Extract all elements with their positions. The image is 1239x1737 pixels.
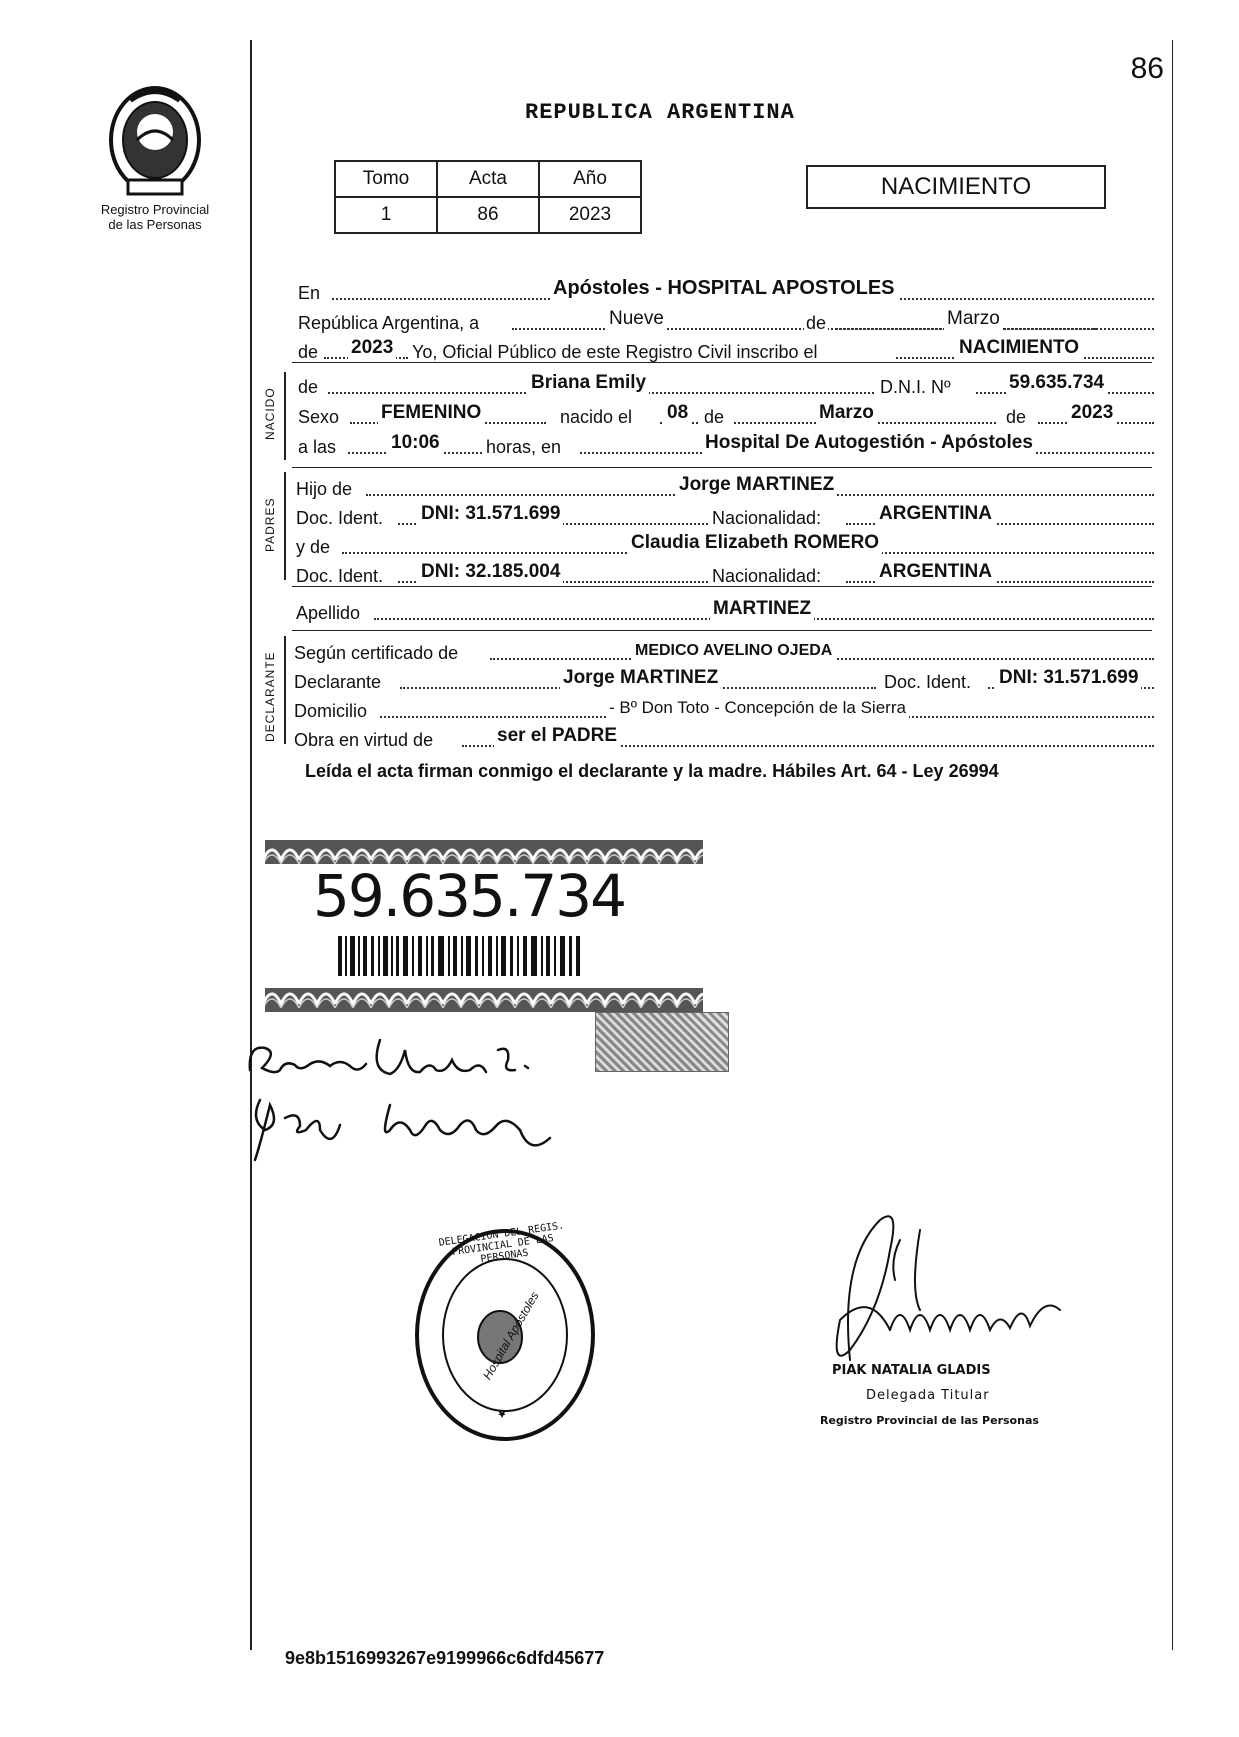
record-type-box: NACIMIENTO (806, 165, 1106, 209)
birth-day-value: 08 (664, 402, 691, 424)
label-de: de (298, 377, 319, 397)
official-name: PIAK NATALIA GLADIS (832, 1363, 991, 1378)
table-header: Año (539, 161, 641, 197)
padres-section-label: PADRES (263, 497, 277, 552)
obra-value: ser el PADRE (494, 725, 620, 747)
label-hijo: Hijo de (296, 479, 353, 499)
label-domicilio: Domicilio (294, 701, 368, 721)
table-header: Acta (437, 161, 539, 197)
mother-doc-value: DNI: 32.185.004 (418, 561, 563, 583)
mother-nat-value: ARGENTINA (876, 561, 995, 583)
label-doc: Doc. Ident. (296, 566, 384, 586)
misiones-coat-of-arms-icon (100, 82, 210, 197)
place-value: Apóstoles - HOSPITAL APOSTOLES (550, 277, 898, 300)
declarants-signatures-icon (240, 1030, 600, 1180)
label-yde: y de (296, 537, 331, 557)
row-mother-doc (296, 561, 1154, 587)
label-horas: horas, en (486, 437, 562, 457)
official-signature-icon (810, 1200, 1090, 1380)
birth-month-value: Marzo (816, 402, 877, 424)
left-margin-line (250, 40, 252, 1650)
seal-inner-text: Hospital Apóstoles (480, 1289, 542, 1382)
registry-logo (80, 82, 230, 232)
record-table (334, 160, 642, 234)
father-nat-value: ARGENTINA (876, 503, 995, 525)
row-republica (298, 308, 1154, 334)
row-father-doc (296, 503, 1154, 529)
stamp-number: 59.635.734 (313, 862, 626, 930)
label-nacionalidad: Nacionalidad: (712, 566, 822, 586)
label-de2: de (298, 342, 319, 362)
label-dni: D.N.I. Nº (880, 377, 951, 397)
mother-name-value: Claudia Elizabeth ROMERO (628, 532, 882, 554)
sexo-value: FEMENINO (378, 402, 484, 424)
row-hijo-de (296, 474, 1154, 500)
section-divider (292, 630, 1152, 631)
right-margin-line (1172, 40, 1173, 1650)
declarante-doc-value: DNI: 31.571.699 (996, 667, 1141, 689)
label-alas: a las (298, 437, 337, 457)
father-name-value: Jorge MARTINEZ (676, 474, 837, 496)
label-doc: Doc. Ident. (296, 508, 384, 528)
label-sexo: Sexo (298, 407, 340, 427)
row-en (298, 278, 1154, 304)
label-nacido: nacido el (560, 407, 633, 427)
table-header: Tomo (335, 161, 437, 197)
row-declarante (294, 667, 1154, 693)
table-cell: 2023 (539, 197, 641, 233)
closing-statement: Leída el acta firman conmigo el declarante y la madre. Hábiles Art. 64 - Ley 26994 (305, 761, 999, 781)
label-obra: Obra en virtud de (294, 730, 434, 750)
day-value: Nueve (606, 308, 667, 330)
yo-text: Yo, Oficial Público de este Registro Civil inscribo el (412, 342, 818, 362)
surname-value: MARTINEZ (710, 598, 814, 620)
declarante-section-bar (284, 636, 286, 744)
table-cell: 1 (335, 197, 437, 233)
child-name-value: Briana Emily (528, 372, 649, 394)
domicilio-value: - Bº Don Toto - Concepción de la Sierra (606, 698, 909, 718)
row-y-de (296, 532, 1154, 558)
official-seal (410, 1220, 600, 1445)
row-nacido-sexo (298, 402, 1154, 428)
label-de: de (1006, 407, 1027, 427)
row-apellido (296, 598, 1154, 624)
document-hash: 9e8b1516993267e9199966c6dfd45677 (285, 1648, 605, 1668)
section-divider (292, 467, 1152, 468)
label-cert: Según certificado de (294, 643, 459, 663)
label-declarante: Declarante (294, 672, 382, 692)
label-en: En (298, 283, 321, 303)
nacido-section-bar (284, 372, 286, 460)
page-title: REPUBLICA ARGENTINA (525, 100, 795, 125)
hologram-sticker-icon (595, 1012, 729, 1072)
registry-name-line1: Registro Provincial (100, 202, 210, 217)
label-doc: Doc. Ident. (884, 672, 972, 692)
birth-time-value: 10:06 (388, 432, 443, 454)
birth-year-value: 2023 (1068, 402, 1116, 424)
month-value: Marzo (944, 308, 1003, 330)
official-title: Delegada Titular (866, 1388, 990, 1403)
child-dni-value: 59.635.734 (1006, 372, 1107, 394)
inscribe-type-value: NACIMIENTO (956, 337, 1082, 359)
nacido-section-label: NACIDO (263, 387, 277, 440)
id-stamp (263, 840, 705, 1015)
row-year (298, 337, 1154, 363)
row-certificado (294, 638, 1154, 664)
barcode-icon (338, 936, 580, 976)
official-office: Registro Provincial de las Personas (820, 1414, 1039, 1427)
label-apellido: Apellido (296, 603, 361, 623)
padres-section-bar (284, 472, 286, 580)
year-value: 2023 (348, 337, 396, 359)
label-nacionalidad: Nacionalidad: (712, 508, 822, 528)
row-nacido-name (298, 372, 1154, 398)
declarante-section-label: DECLARANTE (263, 651, 277, 742)
label-republica: República Argentina, a (298, 313, 480, 333)
row-nacido-hora (298, 432, 1154, 458)
cert-value: MEDICO AVELINO OJEDA (632, 642, 835, 660)
page-number: 86 (1130, 52, 1164, 85)
registry-name-line2: de las Personas (108, 217, 202, 232)
label-de: de (806, 313, 827, 333)
row-obra (294, 725, 1154, 751)
label-de: de (704, 407, 725, 427)
table-cell: 86 (437, 197, 539, 233)
birth-place-value: Hospital De Autogestión - Apóstoles (702, 432, 1036, 454)
seal-text: DELEGACION DEL REGIS. PROVINCIAL DE LAS PERSONAS (438, 1220, 565, 1266)
row-domicilio (294, 696, 1154, 722)
declarante-name-value: Jorge MARTINEZ (560, 667, 721, 689)
father-doc-value: DNI: 31.571.699 (418, 503, 563, 525)
